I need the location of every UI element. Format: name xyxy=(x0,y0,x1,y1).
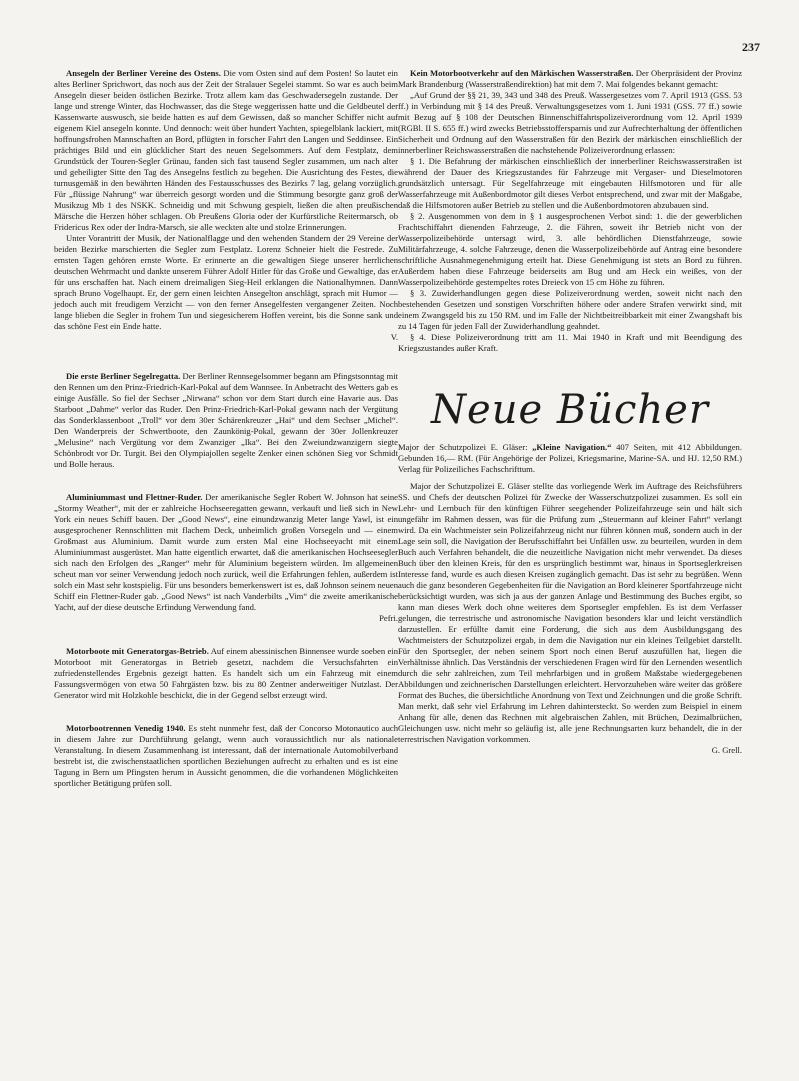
article-motorbootverkehr xyxy=(398,68,742,354)
article-paragraph xyxy=(398,288,742,332)
review-signature: G. Grell. xyxy=(711,745,742,755)
article-text: „Auf Grund der §§ 21, 39, 343 und 348 des Preuß. Wassergesetzes vom 7. April 1913 (GSS. 53 ff.) in Verbindung mit § 14 des Preuß. Verwaltungsgesetzes vom 1. Juni 1931 (GSS. 77 ff.) sowie mit Bezug auf § 108 der Deutschen Binnenschiffahrtspolizeiverordnung vom 12. April 1939 (RGBl. II S. 655 ff.) wird zwecks Betriebsstoffersparnis und zur Aufrechterhaltung der öffentlichen Sicherheit und Ordnung auf den Wasserstraßen für den Bezirk der märkischen einschließlich der innerberliner Reichswasserstraßen die nachstehende Polizeiverordnung erlassen: xyxy=(398,90,742,155)
article-paragraph xyxy=(54,371,398,470)
article-paragraph xyxy=(54,492,398,613)
section-heading-neue-buecher: Neue Bücher xyxy=(431,387,709,433)
article-paragraph xyxy=(398,211,742,288)
article-text: Der amerikanische Segler Robert W. Johnson hat seine „Stormy Weather“, mit der er zahlreiche Hochseeregatten gewann, verkauft und ließ sich in New York ein neues Schiff bauen. Der „Good News“, eine einundzwanzig Meter lange Yawl, ist ein ausgesprochener Rennschlitten mit flachem Deck, unheimlich großen Vorsegeln und — einem Großmast aus Aluminium. Damit wurde zum ersten Mal eine Hochseeyacht mit einem Aluminiummast ausgerüstet. Man hatte eigentlich erwartet, daß die amerikanischen Hochseesegler sich nach den Erfolgen des „Ranger“ mehr für Aluminium begeistern würden. Im allgemeinen scheut man vor seiner Verwendung jedoch noch zurück, weil die Erfahrungen fehlen, außerdem ist solch ein Mast sehr kostspielig. Für uns besonders bemerkenswert ist es, daß Johnson seinem neuen Schiff ein Flettner-Ruder gab. „Good News“ ist nach Vanderbilts „Vim“ die zweite amerikanische Yacht, auf der diese deutsche Erfindung Verwendung fand. xyxy=(54,492,398,612)
article-aluminiummast xyxy=(54,492,398,624)
book-review xyxy=(398,481,742,756)
article-segelregatta xyxy=(54,371,398,470)
article-generatorgas xyxy=(54,646,398,701)
article-paragraph xyxy=(398,90,742,156)
article-heading: Die erste Berliner Segelregatta. xyxy=(66,371,181,381)
right-column xyxy=(398,68,742,766)
article-venedig xyxy=(54,723,398,789)
article-paragraph xyxy=(398,156,742,211)
review-book-title: „Kleine Navigation.“ xyxy=(532,442,612,452)
article-paragraph xyxy=(398,68,742,90)
article-text: § 2. Ausgenommen von dem in § 1 ausgesprochenen Verbot sind: 1. die der gewerblichen Frachtschiffahrt dienenden Fahrzeuge, 2. die Fähren, soweit ihr Betrieb nicht von der Wasserpolizeibehörde untersagt wird, 3. alle behördlichen Dienstfahrzeuge, sowie Militärfahrzeuge, 4. solche Fahrzeuge, denen die Wasserpolizeibehörde auf Antrag eine besondere schriftliche Ausnahmegenehmigung erteilt hat. Diese Genehmigung ist stets an Bord zu führen. Außerdem haben diese Fahrzeuge beiderseits am Bug und am Heck ein weißes, von der Wasserpolizeibehörde gestempeltes rotes Dreieck von 15 cm Höhe zu führen. xyxy=(398,211,742,287)
article-paragraph xyxy=(54,646,398,701)
article-text: § 1. Die Befahrung der märkischen einschließlich der innerberliner Reichswasserstraßen ist während der Dauer des Kriegszustandes für Fahrzeuge mit Vergaser- und Dieselmotoren grundsätzlich untersagt. Für Segelfahrzeuge mit eingebauten Hilfsmotoren und für alle Wasserfahrzeuge mit Außenbordmotor gilt dieses Verbot entsprechend, und zwar mit der Maßgabe, daß die Hilfsmotoren außer Betrieb zu stellen und die Außenbordmotoren abzubauen sind. xyxy=(398,156,742,210)
article-text: § 4. Diese Polizeiverordnung tritt am 11. Mai 1940 in Kraft und mit Beendigung des Kriegszustandes außer Kraft. xyxy=(398,332,742,353)
article-text: Der Oberpräsident der Provinz Mark Brandenburg (Wasserstraßendirektion) hat mit dem 7. Mai folgendes bekannt gemacht: xyxy=(398,68,743,89)
article-paragraph xyxy=(54,233,398,332)
article-text: § 3. Zuwiderhandlungen gegen diese Polizeiverordnung werden, soweit nicht nach den bestehenden Gesetzen und sonstigen Vorschriften höhere oder andere Strafen verwirkt sind, mit einem Zwangsgeld bis zu 150 RM. und im Falle der Nichtbeitreibbarkeit mit einer Zwangshaft bis zu 14 Tagen für jeden Fall der Zuwiderhandlung geahndet. xyxy=(398,288,742,331)
article-heading: Ansegeln der Berliner Vereine des Ostens. xyxy=(66,68,221,78)
page-number: 237 xyxy=(742,40,760,54)
article-heading: Kein Motorbootverkehr auf den Märkischen Wasserstraßen. xyxy=(410,68,634,78)
article-paragraph xyxy=(54,68,398,233)
article-text: Die vom Osten sind auf dem Posten! So lautet ein altes Berliner Sprichwort, das noch aus der Zeit der Stralauer Segelei stammt. So war es auch beim Ansegeln dieser beiden östlichen Bezirke. Trotz allem kam das Geschwadersegeln zustande. Der lange und strenge Winter, das Hochwasser, das die Stege weggerissen hatte und die Geldbeutel der Kassenwarte auswusch, sie beide hatten es auf dem Gewissen, daß so mancher Schiffer nicht auf eigenem Kiel ansegeln konnte. Und dennoch: weit über hundert Yachten, spiegelblank lackiert, mit hoffnungsfrohen Mannschaften an Bord, pflügten in forscher Fahrt den Langen und Seddinsee. Ein prächtiges Bild und ein glücklicher Start des neuen Segelsommers. Auf dem Festplatz, dem Grundstück der Touren-Segler Grünau, fanden sich fast tausend Segler zusammen, um nach alter und geheiligter Sitte den Tag des Ansegelns festlich zu begehen. Die Ausrichtung des Festes, die turnusgemäß in den bewährten Händen des Festausschusses des Bezirks 7 lag, gelang vorzüglich. Für „flüssige Nahrung“ war überreich gesorgt worden und die Stimmung besorgte ganz groß der Musikzug Mb 1 des NSKK. Schneidig und mit Schwung gespielt, ließen die alten preußischen Märsche die Herzen höher schlagen. Ob Preußens Gloria oder der Kurfürstliche Reitermarsch, ob Fridericus Rex oder der Indra-Marsch, sie alle weckten alte und stolze Erinnerungen. xyxy=(54,68,398,232)
article-signature: V. xyxy=(390,332,398,342)
article-heading: Motorbootrennen Venedig 1940. xyxy=(66,723,186,733)
article-text: Der Berliner Rennsegelsommer begann am Pfingstsonntag mit den Rennen um den Prinz-Friedrich-Karl-Pokal auf dem Wannsee. In Anbetracht des Wetters gab es einige Ausfälle. So fiel der Sechser „Nirwana“ schon vor dem Start durch eine Havarie aus. Das Starboot „Dahme“ verlor das Ruder. Den Prinz-Friedrich-Karl-Pokal gewann nach der Vergütung das Sonderklassenboot „Troll“ vor dem 30er Schärenkreuzer „Hai“ und dem Sechser „Michel“. Den Wanderpreis der Schwertboote, den Zaunkönig-Pokal, gewann der 30er Jollenkreuzer „Melusine“ nach Vergütung vor dem Zwanziger „Ika“. Bei den Zweiundzwanzigern siegte Schönbrodt vor Dr. Turgit. Bei den Olympiajollen segelte Zenker einen schönen Sieg vor Schmidt und Bolle heraus. xyxy=(54,371,398,469)
article-heading: Motorboote mit Generatorgas-Betrieb. xyxy=(66,646,209,656)
article-text: Unter Vorantritt der Musik, der Nationalflagge und den wehenden Standern der 29 Vereine der beiden Bezirke marschierten die Segler zum Festplatz. Lorenz Schneier hielt die Festrede. Zu ernsten Tagen gehören ernste Worte. Er erinnerte an die gewaltigen Siege unserer herrlichen deutschen Wehrmacht und dankte unserem Führer Adolf Hitler für das Große und Gewaltige, das er für uns erschaffen hat. Nach einem dreimaligen Sieg-Heil erklangen die Nationalhymnen. Dann sprach Bruno Vogelhaupt. Er, der gern einen leichten Ansegelton anschlägt, sprach mit Humor — jedoch auch mit freudigem Verzicht — von den ferner Ansegelfesten vergangener Zeiten. Noch lange blieben die Segler in frohem Tun und siegesicherem Hoffen vereint, bis die Sonne sank und das schöne Fest ein Ende hatte. xyxy=(54,233,398,331)
article-ansegeln xyxy=(54,68,398,343)
review-details: 407 Seiten, mit 412 Abbildungen. Gebunden 16,— RM. (Für Angehörige der Polizei, Kriegsmarine, Marine-SA. und HJ. 12,50 RM.) Verlag für Polizeiliches Fachschrifttum. xyxy=(398,442,742,474)
article-signature: Pefri. xyxy=(379,613,398,623)
review-author: Major der Schutzpolizei E. Gläser: xyxy=(398,442,528,452)
article-paragraph xyxy=(54,723,398,789)
left-column xyxy=(54,68,398,799)
review-body: Major der Schutzpolizei E. Gläser stellte das vorliegende Werk im Auftrage des Reichsführers SS. und Chefs der deutschen Polizei für Zwecke der Wasserschutzpolizei zusammen. Es soll ein Lehr- und Lernbuch für den künftigen Führer seegehender Polizeifahrzeuge sein und hält sich ungefähr im Rahmen dessen, was für die Prüfung zum „Steuermann auf kleiner Fahrt“ verlangt wird. Da ein Wachtmeister sein Polizeifahrzeug nicht nur führen können muß, sondern auch in der Lage sein soll, die Navigation der Berufsschiffahrt bei Unfällen usw. zu beurteilen, wurden in dem Buch auch Verfahren behandelt, die die neuzeitliche Navigation nicht mehr verwendet. Da dieses Buch über den kleinen Kreis, für den es ursprünglich bestimmt war, hinaus in Sportseglerkreisen Interesse fand, wurde es auch diesen Kreisen zugänglich gemacht. Das ist sehr zu begrüßen. Wenn auch die ganz besonderen Gegebenheiten für die Navigation an Bord kleinerer Sportfahrzeuge nicht berücksichtigt wurden, was sich ja aus der ganzen Anlage und Bestimmung des Buches ergibt, so kann man dieses Werk doch ohne weiteres dem Sportsegler empfehlen. Es ist dem Verfasser gelungen, die terrestrische und astronomische Navigation besonders klar und leicht verständlich darzustellen. Er erfüllte damit eine Forderung, die sich aus dem Ausbildungsgang des Wachtmeisters der Schutzpolizei ergab, in dem die Navigation nur ein kleines Teilgebiet darstellt. Für den Sportsegler, der neben seinem Sport noch einen Beruf auszufüllen hat, liegen die Verhältnisse ähnlich. Das Verständnis der verschiedenen Fragen wird für den Lernenden wesentlich durch die sehr zahlreichen, zum Teil mehrfarbigen und in großem Maßstabe wiedergegebenen Abbildungen und zeichnerischen Darstellungen erleichtert. Hervorzuheben wäre weiter das größere Format des Buches, die übersichtliche Anordnung von Text und Zeichnungen und die große Schrift. Man merkt, daß sehr viel Erfahrung im Lehren dahintersteckt. So werden zum Beispiel in einem Anhang für alle, denen das Rechnen mit algebraischen Zahlen, mit Brüchen, Dezimalbrüchen, Gleichungen usw. nicht mehr so geläufig ist, alle jene Rechnungsarten kurz behandelt, die in der terrestrischen Navigation vorkommen. xyxy=(398,481,742,744)
article-text: Es steht nunmehr fest, daß der Concorso Motonautico auch in diesem Jahre zur Durchführung gelangt, wenn auch voraussichtlich nur als nationale Veranstaltung. In diesem Zusammenhang ist interessant, daß der internationale Automobilverband bestrebt ist, die zwischenstaatlichen sportlichen Beziehungen aufrecht zu erhalten und es ist eine Tagung in Bern um Pfingsten herum in Aussicht genommen, die die vorhandenen Möglichkeiten sportlicher Betätigung prüfen soll. xyxy=(54,723,398,788)
book-review-header xyxy=(398,442,742,475)
article-heading: Aluminiummast und Flettner-Ruder. xyxy=(66,492,203,502)
review-citation xyxy=(398,442,742,475)
article-paragraph xyxy=(398,332,742,354)
article-text: Auf einem abessinischen Binnensee wurde soeben ein Motorboot mit Generatorgas in Betrieb gesetzt, nachdem die Versuchsfahrten ein zufriedenstellendes Ergebnis gezeigt hatten. Es handelt sich um ein Fahrzeug mit einem Fassungsvermögen von etwa 50 Fahrgästen bzw. bis zu 80 Zentner anderweitiger Nutzlast. Der Generator wird mit Holzkohle beschickt, die in der Gegend selbst erzeugt wird. xyxy=(54,646,398,700)
